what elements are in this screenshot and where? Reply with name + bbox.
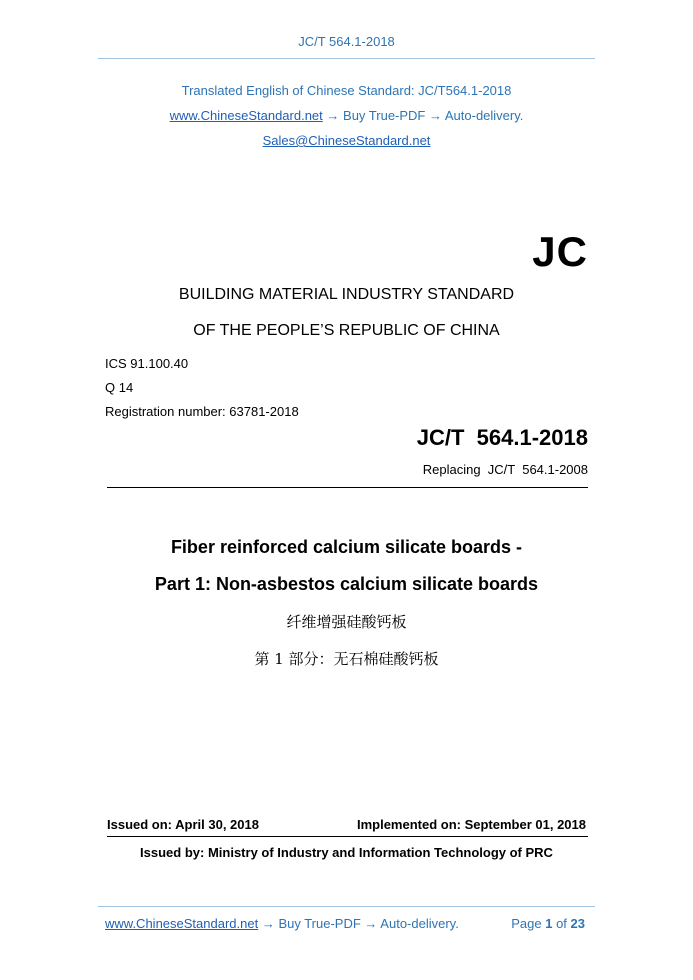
ics-code: ICS 91.100.40: [105, 356, 189, 371]
header-site-link[interactable]: www.ChineseStandard.net: [169, 108, 323, 123]
title-line-2: Part 1: Non-asbestos calcium silicate boards: [154, 574, 539, 594]
issue-rule: [107, 836, 588, 837]
translated-line: Translated English of Chinese Standard: JC/T564.1-2018: [181, 83, 512, 98]
of-label: of: [556, 916, 567, 931]
replacing-note: Replacing JC/T 564.1-2008: [422, 462, 588, 477]
header-rule: [98, 58, 595, 59]
footer-links: [105, 916, 459, 931]
page-label: Page: [511, 916, 542, 931]
footer-site-link[interactable]: www.ChineseStandard.net: [105, 916, 259, 931]
header-code: JC/T 564.1-2018: [298, 34, 395, 49]
header-buy-text: → Buy True-PDF → Auto-delivery.: [326, 108, 524, 123]
standard-number: JC/T 564.1-2018: [416, 425, 588, 450]
jc-badge: JC: [532, 228, 588, 275]
footer-rule: [98, 906, 595, 907]
registration-number: Registration number: 63781-2018: [105, 404, 299, 419]
page-number: 1: [545, 916, 553, 931]
page-indicator: [511, 916, 585, 931]
q-code: Q 14: [105, 380, 134, 395]
issued-on: Issued on: April 30, 2018: [107, 817, 259, 832]
industry-line-1: BUILDING MATERIAL INDUSTRY STANDARD: [178, 286, 515, 303]
header-links-line: [0, 108, 693, 123]
cn-title-1: 纤维增强硅酸钙板: [286, 613, 407, 631]
title-line-1: Fiber reinforced calcium silicate boards -: [170, 537, 523, 557]
implemented-on: Implemented on: September 01, 2018: [356, 817, 586, 832]
industry-line-2: OF THE PEOPLE’S REPUBLIC OF CHINA: [193, 322, 500, 339]
cn-title-2: 第 1 部分：无石棉硅酸钙板: [254, 650, 439, 668]
total-pages: 23: [570, 916, 585, 931]
footer-buy-text: → Buy True-PDF → Auto-delivery.: [261, 916, 459, 931]
title-rule-top: [107, 487, 588, 488]
header-email-link[interactable]: Sales@ChineseStandard.net: [262, 133, 431, 148]
header-email-line: [0, 133, 693, 148]
issued-by: Issued by: Ministry of Industry and Information Technology of PRC: [140, 845, 553, 860]
